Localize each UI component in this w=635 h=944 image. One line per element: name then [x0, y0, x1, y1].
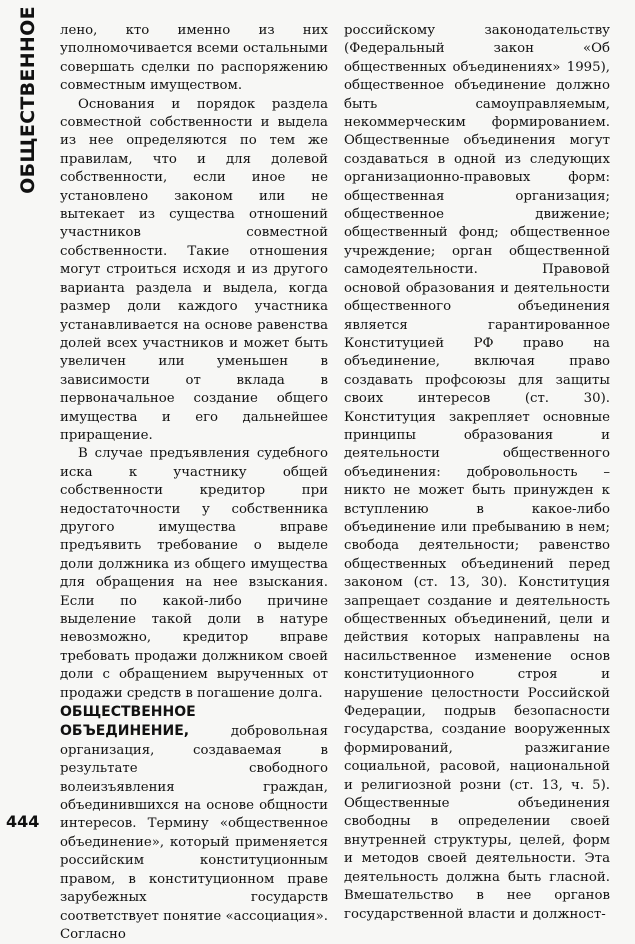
- page-number: 444: [6, 812, 40, 831]
- section-label: [8, 6, 48, 194]
- paragraph: Основания и порядок раздела совместной собственности и выдела из нее определяются по тем же правилам, что и для долевой собственности, если иное не установлено законом или не вытекает из существа отношений участников совместной собственности. Такие отношения могут строиться исходя и из другого варианта раздела и выдела, когда размер доли каждого участника устанавливается на основе равенства долей всех участников и может быть увеличен или уменьшен в зависимости от вклада в первоначальное создание общего имущества и его дальнейшее приращение.: [60, 96, 328, 443]
- paragraph: российскому законодательству (Федеральный закон «Об общественных объединениях» 1995), общественное объединение должно быть самоуправляемым, некоммерческим формированием. Общественные объединения могут создаваться в одной из следующих организационно-правовых форм: общественная организация; общественное движение; общественный фонд; общественное учреждение; орган общественной самодеятельности. Правовой основой образования и деятельности общественного объединения является гарантированное Конституцией РФ право на объединение, включая право создавать профсоюзы для защиты своих интересов (ст. 30). Конституция закрепляет основные принципы образования и деятельности общественного объединения: добровольность – никто не может быть принужден к вступлению в какое-либо объединение или пребыванию в нем; свобода деятельности; равенство общественных объединений перед законом (ст. 13, 30). Конституция запрещает создание и деятельность общественных объединений, цели и действия которых направлены на насильственное изменение основ конституционного строя и нарушение целостности Российской Федерации, подрыв безопасности государства, создание вооруженных формирований, разжигание социальной, расовой, национальной и религиозной розни (ст. 13, ч. 5). Общественные объединения свободны в определении своей внутренней структуры, целей, форм и методов своей деятельности. Эта деятельность должна быть гласной. Вмешательство в нее органов государственной власти и должност-: [344, 23, 610, 922]
- paragraph: В случае предъявления судебного иска к участнику общей собственности кредитор при недостаточности у собственника другого имущества вправе предъявить требование о выделе доли должника из общего имущества для обращения на нее взыскания. Если по какой-либо причине выделение такой доли в натуре невозможно, кредитор вправе требовать продажи должником своей доли с обращением вырученных от продажи средств в погашение долга.: [60, 446, 328, 701]
- entry-headword: ОБЩЕСТВЕННОЕ ОБЪЕДИНЕНИЕ,: [60, 704, 196, 740]
- entry-text: добровольная организация, создаваемая в результате свободного волеизъявления граждан, объединившихся на основе общности интересов. Термину «общественное объединение», который применяется российским конституционным правом, в конституционном праве зарубежных государств соответствует понятие «ассоциация». Согласно: [60, 724, 328, 942]
- right-column: [344, 22, 610, 924]
- dictionary-entry: [60, 703, 328, 944]
- paragraph: лено, кто именно из них уполномочивается всеми остальными совершать сделки по распоряжению совместным имуществом.: [60, 23, 329, 94]
- left-column: [60, 22, 328, 944]
- section-label-text: ОБЩЕСТВЕННОЕ: [17, 6, 40, 194]
